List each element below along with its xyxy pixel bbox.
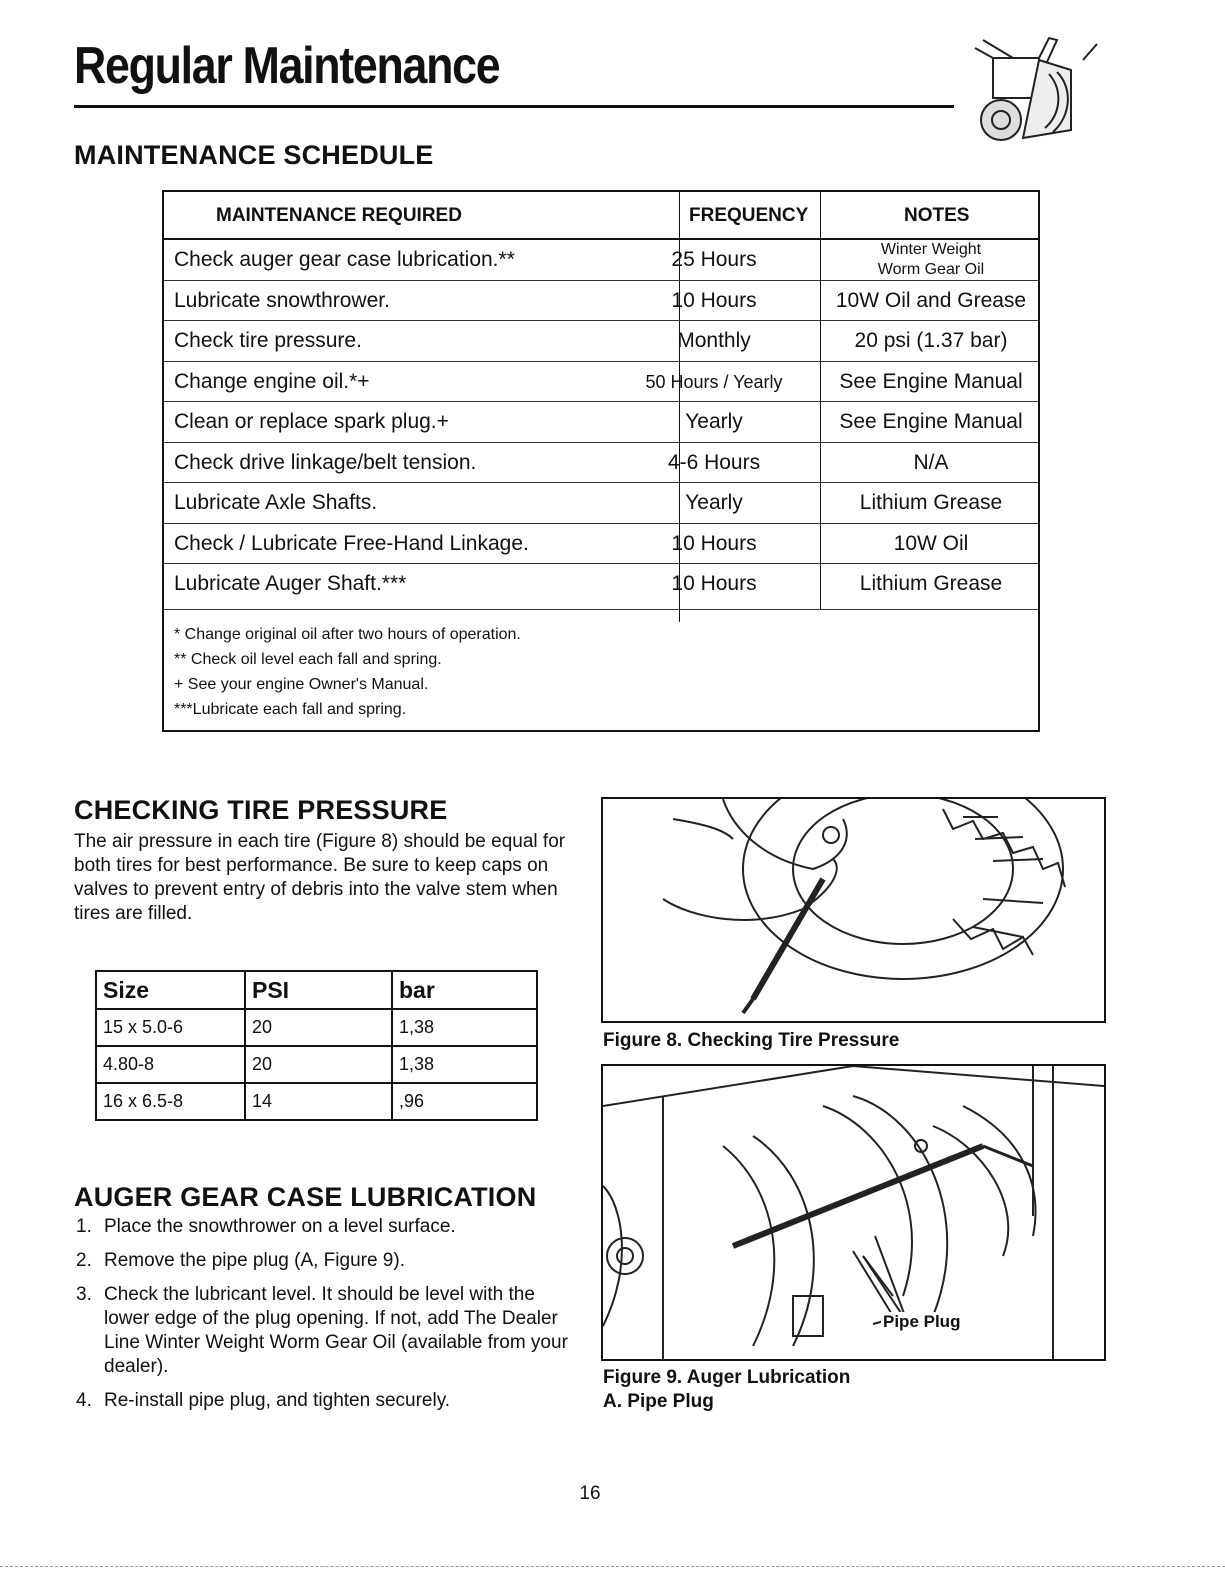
figure-9-caption: [603, 1366, 850, 1414]
frequency-cell: 50 Hours / Yearly: [645, 371, 783, 392]
snowthrower-logo-icon: [953, 30, 1105, 148]
frequency-cell: Monthly: [677, 329, 751, 352]
table-row: [164, 402, 1038, 443]
step-text: Check the lubricant level. It should be level with the lower edge of the plug opening. If not, add The Dealer Line Winter Weight Worm Gear Oil (available from your dealer).: [104, 1284, 568, 1377]
auger-lubrication-heading: AUGER GEAR CASE LUBRICATION: [74, 1182, 537, 1212]
task-cell: Check auger gear case lubrication.**: [174, 248, 515, 271]
step-text: Re-install pipe plug, and tighten securely.: [104, 1390, 451, 1411]
maintenance-schedule-table: [162, 190, 1040, 732]
column-header-bar: bar: [392, 971, 537, 1009]
auger-steps-list: [74, 1215, 574, 1423]
table-row: [96, 1046, 537, 1083]
step-number: 4.: [76, 1390, 92, 1411]
table-row: [164, 443, 1038, 484]
column-header-task: MAINTENANCE REQUIRED: [216, 205, 462, 226]
frequency-cell: 4-6 Hours: [667, 450, 761, 474]
psi-cell: 20: [245, 1046, 392, 1083]
notes-cell: 10W Oil and Grease: [835, 288, 1027, 312]
column-header-frequency: FREQUENCY: [689, 205, 809, 226]
table-row: [164, 524, 1038, 565]
table-row: [164, 362, 1038, 403]
footnote: ***Lubricate each fall and spring.: [174, 701, 407, 718]
table-row: [164, 321, 1038, 362]
table-row: [96, 1083, 537, 1120]
notes-cell: See Engine Manual: [839, 410, 1023, 433]
figure-9-legend: A. Pipe Plug: [603, 1391, 714, 1412]
tire-pressure-paragraph: The air pressure in each tire (Figure 8) should be equal for both tires for best performance. Be sure to keep caps on valves to prevent entry of debris into the valve stem when tires are filled.: [74, 831, 566, 924]
table-row: [96, 1009, 537, 1046]
maintenance-schedule-heading: MAINTENANCE SCHEDULE: [74, 140, 434, 170]
page-title: Regular Maintenance: [74, 37, 500, 95]
frequency-cell: 10 Hours: [671, 572, 757, 595]
step-number: 1.: [76, 1216, 92, 1237]
schedule-header-row: [164, 192, 1038, 240]
bar-cell: 1,38: [392, 1046, 537, 1083]
task-cell: Check tire pressure.: [174, 329, 362, 352]
tire-gauge-illustration-icon: [603, 799, 1104, 1021]
list-item: [74, 1283, 574, 1379]
table-row: [164, 240, 1038, 281]
step-number: 3.: [76, 1284, 92, 1305]
notes-line: Worm Gear Oil: [877, 261, 985, 278]
psi-cell: 20: [245, 1009, 392, 1046]
frequency-cell: 25 Hours: [671, 248, 757, 271]
frequency-cell: Yearly: [685, 491, 743, 514]
bar-cell: 1,38: [392, 1009, 537, 1046]
notes-cell: 10W Oil: [893, 531, 969, 555]
notes-cell: 20 psi (1.37 bar): [854, 329, 1008, 352]
task-cell: Clean or replace spark plug.+: [174, 410, 449, 433]
task-cell: Check drive linkage/belt tension.: [174, 450, 477, 474]
footnote: ** Check oil level each fall and spring.: [174, 651, 442, 668]
column-header-size: Size: [96, 971, 245, 1009]
size-cell: 15 x 5.0-6: [96, 1009, 245, 1046]
frequency-cell: 10 Hours: [671, 531, 757, 555]
table-row: [164, 483, 1038, 524]
notes-cell: Lithium Grease: [859, 491, 1003, 514]
tire-pressure-table: [95, 970, 538, 1121]
title-rule: [74, 105, 954, 108]
step-text: Remove the pipe plug (A, Figure 9).: [104, 1250, 405, 1271]
figure-9-title: Figure 9. Auger Lubrication: [603, 1367, 851, 1388]
size-cell: 16 x 6.5-8: [96, 1083, 245, 1120]
task-cell: Lubricate Axle Shafts.: [174, 491, 378, 514]
figure-9-illustration: [601, 1064, 1106, 1361]
pipe-plug-label: Pipe Plug: [883, 1312, 961, 1331]
figure-8-caption: Figure 8. Checking Tire Pressure: [603, 1030, 900, 1051]
footnote: * Change original oil after two hours of operation.: [174, 626, 521, 643]
list-item: [74, 1249, 574, 1273]
table-row: [164, 281, 1038, 322]
notes-cell: [820, 240, 1042, 280]
step-number: 2.: [76, 1250, 92, 1271]
notes-cell: See Engine Manual: [839, 369, 1023, 393]
frequency-cell: Yearly: [685, 410, 743, 433]
notes-cell: N/A: [913, 450, 949, 474]
bottom-rule: [0, 1566, 1225, 1568]
schedule-footnotes: [174, 622, 521, 722]
task-cell: Lubricate Auger Shaft.***: [174, 572, 407, 595]
tire-pressure-heading: CHECKING TIRE PRESSURE: [74, 795, 448, 825]
task-cell: Check / Lubricate Free-Hand Linkage.: [174, 531, 529, 555]
step-text: Place the snowthrower on a level surface.: [104, 1216, 456, 1237]
frequency-cell: 10 Hours: [671, 288, 757, 312]
figure-8-illustration: [601, 797, 1106, 1023]
list-item: [74, 1389, 574, 1413]
auger-housing-illustration-icon: [603, 1066, 1104, 1359]
page-number: 16: [579, 1483, 601, 1504]
footnote: + See your engine Owner's Manual.: [174, 676, 429, 693]
column-header-notes: NOTES: [904, 205, 970, 226]
notes-line: Winter Weight: [880, 241, 982, 258]
table-header-row: [96, 971, 537, 1009]
size-cell: 4.80-8: [96, 1046, 245, 1083]
task-cell: Lubricate snowthrower.: [174, 288, 390, 312]
bar-cell: ,96: [392, 1083, 537, 1120]
table-row: [164, 564, 1038, 610]
column-header-psi: PSI: [245, 971, 392, 1009]
psi-cell: 14: [245, 1083, 392, 1120]
task-cell: Change engine oil.*+: [174, 369, 370, 393]
notes-cell: Lithium Grease: [859, 572, 1003, 595]
list-item: [74, 1215, 574, 1239]
